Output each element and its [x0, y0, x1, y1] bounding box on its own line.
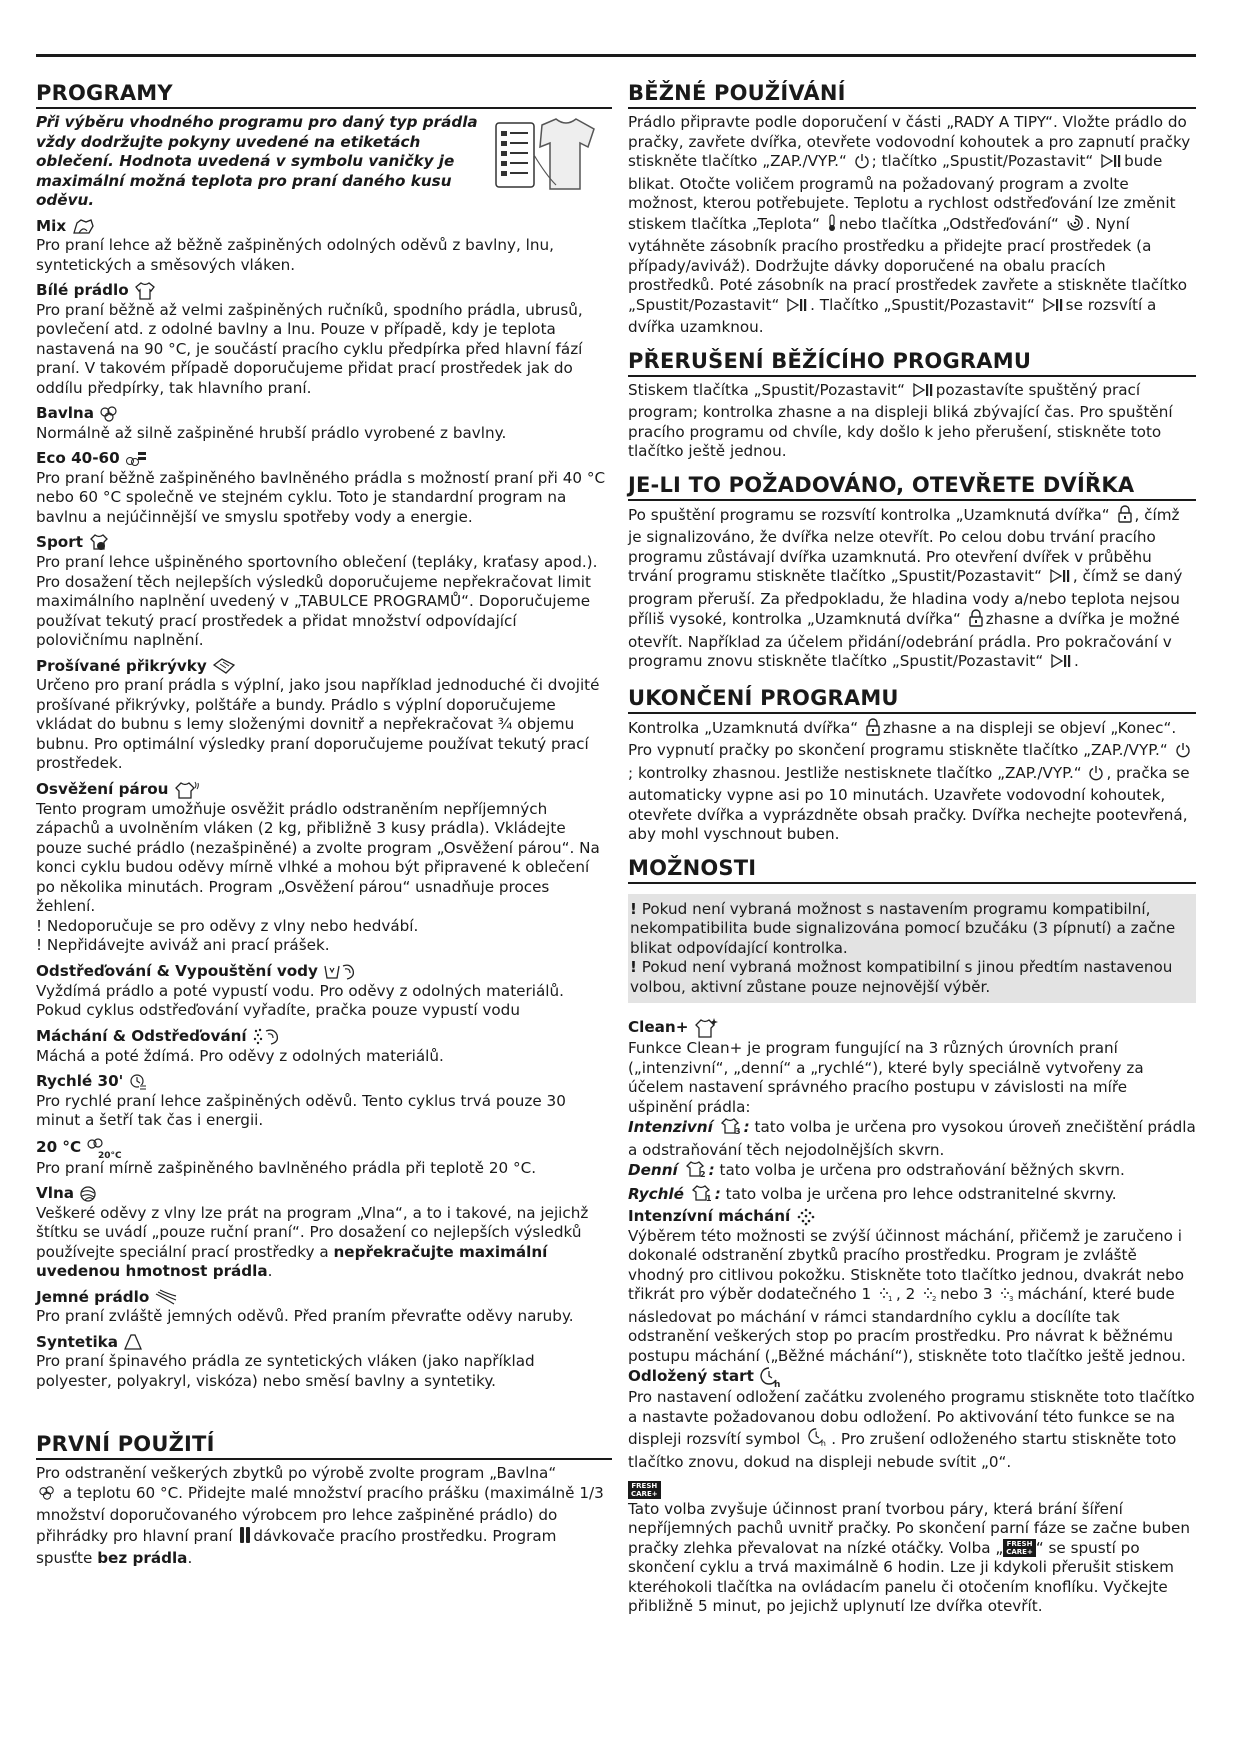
clean-daily-icon: [685, 1160, 707, 1184]
fresh-care-icon: FRESH CARE+: [1003, 1539, 1036, 1557]
otevrete-heading: JE-LI TO POŽADOVÁNO, OTEVŘETE DVÍŘKA: [628, 472, 1196, 501]
white-shirt-icon: [134, 282, 156, 300]
ukonceni-text: Kontrolka „Uzamknutá dvířka“ zhasne a na displeji se objeví „Konec“. Pro vypnutí pračky po skončení programu stiskněte tlačítko „ZAP./VYP.“ ; kontrolky zhasnou. Jestliže nestisknete tlačítko „ZAP./VYP.“ , pračka se automaticky vypne asi po 10 minutách. Uzavřete vodovodní kohoutek, otevřete dvířka a vyprázdněte obsah pračky. Dvířka nechejte pootevřená, aby mohl vyschnout buben.: [628, 718, 1190, 843]
moznosti-note-1: ! Pokud není vybraná možnost s nastavením programu kompatibilní, nekompatibilita bude signalizována pomocí bzučáku (3 pípnutí) a začne blikat odpovídající kontrolka.: [630, 899, 1176, 957]
rinse-spin-icon: [252, 1027, 282, 1047]
power-icon: [1175, 742, 1191, 764]
clean-plus-icon: [693, 1017, 719, 1039]
option-fresh-care-title: [628, 1480, 1196, 1500]
option-clean-intenzivni: Intenzivní 3 : tato volba je určena pro vysokou úroveň znečištění prádla a odstraňování těch nejodolnějších skvrn.: [628, 1118, 1196, 1159]
spin-icon: [1066, 214, 1084, 238]
option-delay-text: Pro nastavení odložení začátku zvoleného programu stiskněte toto tlačítko a nastavte požadovanou dobu odložení. Po aktivování této funkce se na displeji rozsvítí symbol h . Pro zrušení odloženého startu stiskněte toto tlačítko znovu, dokud na displeji nebude svítit „0“.: [628, 1388, 1195, 1471]
mix-icon: [71, 217, 95, 235]
program-20c-text: Pro praní mírně zašpiněného bavlněného prádla při teplotě 20 °C.: [36, 1158, 537, 1177]
program-sport-title: Sport: [36, 533, 612, 553]
program-synthetics-text: Pro praní špinavého prádla ze syntetických vláken (jako například polyester, polyakryl, viskóza) nebo směsí bavlny a syntetiky.: [36, 1352, 535, 1390]
program-quick-text: Pro rychlé praní lehce zašpiněných oděvů. Tento cyklus trvá pouze 30 minut a šetří tak čas i energii.: [36, 1091, 566, 1129]
program-eco-text: Pro praní běžně zašpiněného bavlněného prádla s možností praní při 40 °C nebo 60 °C společně ve stejném cyklu. Toto je standardní program na bavlnu a nejúčinnější ve smyslu spotřeby vody a energie.: [36, 468, 606, 526]
program-steam-note-1: ! Nedoporučuje se pro oděvy z vlny nebo hedvábí.: [36, 916, 419, 935]
eco-40-60-icon: [125, 450, 147, 468]
door-lock-icon: [1117, 505, 1133, 529]
right-column: [628, 80, 1196, 1617]
power-icon: [1088, 765, 1104, 787]
rinse-3-icon: [999, 1286, 1015, 1308]
main-wash-compartment-icon: [239, 1526, 251, 1550]
option-delay-title: Odložený start h: [628, 1366, 1196, 1388]
door-lock-icon: [968, 609, 984, 633]
spin-drain-icon: [323, 962, 357, 982]
otevrete-text: Po spuštění programu se rozsvítí kontrolka „Uzamknutá dvířka“ , čímž je signalizováno, že dvířka nelze otevřít. Po celou dobu trvání pracího programu zůstávají dvířka uzamknutá. Pro otevření dvířek v průběhu trvání programu stiskněte tlačítko „Spustit/Pozastavit“ , čímž se daný program přeruší. Za předpokladu, že hladina vody a/nebo teplota nejsou příliš vysoké, kontrolka „Uzamknutá dvířka“ zhasne a dvířka je možné otevřít. Například za účelem přidání/odebrání prádla. Pro pokračování v programu znovu stiskněte tlačítko „Spustit/Pozastavit“ .: [628, 505, 1196, 675]
quick-30-icon: [128, 1073, 148, 1091]
program-rinse-text: Máchá a poté ždímá. Pro oděvy z odolných materiálů.: [36, 1046, 444, 1065]
program-steam-title: Osvěžení párou: [36, 780, 612, 800]
preruseni-heading: PŘERUŠENÍ BĚŽÍCÍHO PROGRAMU: [628, 348, 1196, 377]
program-wool-text: Veškeré oděvy z vlny lze prát na program „Vlna“, a to i takové, na jejichž štítku se uvádí „pouze ruční praní“. Pro dosažení co nejlepších výsledků používejte speciální prací prostředky a nepřekračujte maximální uvedenou hmotnost prádla.: [36, 1203, 589, 1280]
option-clean-text: Funkce Clean+ je program fungující na 3 různých úrovních praní („intenzivní“, „denní“ a „rychlé“), které byly speciálně vytvořeny za účelem nastavení správného pracího postupu v závislosti na míře ušpinění prádla:: [628, 1039, 1144, 1116]
clean-quick-icon: [691, 1184, 713, 1208]
program-duvet-title: Prošívané přikrývky: [36, 657, 612, 677]
clean-intensive-icon: [720, 1117, 742, 1141]
program-duvet-text: Určeno pro praní prádla s výplní, jako jsou například jednoduché či dvojité prošívané přikrývky, polštáře a bundy. Prádlo s výplní doporučujeme vkládat do bubnu s lemy složenými dovnitř a nepřekračovat ¾ objemu bubnu. Pro optimální výsledky praní doporučujeme používat tekutý prací prostředek.: [36, 676, 600, 772]
rinse-1-icon: [878, 1286, 894, 1308]
wool-icon: [79, 1185, 97, 1203]
prvni-heading: PRVNÍ POUŽITÍ: [36, 1431, 612, 1460]
program-mix-title: Mix: [36, 217, 612, 237]
door-lock-icon: [865, 718, 881, 742]
programy-intro-text: Při výběru vhodného programu pro daný typ prádla vždy dodržujte pokyny uvedené na etiketách oblečení. Hodnota uvedená v symbolu vaničky je maximální možná teplota pro praní daného kusu oděvu.: [36, 113, 478, 209]
program-wool-title: Vlna: [36, 1184, 612, 1204]
svg-text:3: 3: [734, 1127, 741, 1136]
moznosti-heading: MOŽNOSTI: [628, 855, 1196, 884]
bezne-text: Prádlo připravte podle doporučení v části „RADY A TIPY“. Vložte prádlo do pračky, zavřete dvířka, otevřete vodovodní kohoutek a pro zapnutí pračky stiskněte tlačítko „ZAP./VYP.“ ; tlačítko „Spustit/Pozastavit“ bude blikat. Otočte voličem programů na požadovaný program a zvolte možnost, kterou potřebujete. Teplotu a rychlost odstřeďování lze změnit stiskem tlačítka „Teplota“ nebo tlačítka „Odstřeďování“ . Nyní vytáhněte zásobník pracího prostředku a přidejte prací prostředek (a případy/aviváž). Dodržujte dávky doporučené na obalu pracích prostředků. Poté zásobník na prací prostředek zavřete a stiskněte tlačítko „Spustit/Pozastavit“ . Tlačítko „Spustit/Pozastavit“ se rozsvítí a dvířka uzamknou.: [628, 113, 1191, 336]
option-clean-title: Clean+: [628, 1017, 1196, 1039]
prvni-text: Pro odstranění veškerých zbytků po výrobě zvolte program „Bavlna“ a teplotu 60 °C. Přidejte malé množství pracího prášku (maximálně 1/3 množství doporučovaného výrobcem pro lehce zašpiněné prádlo) do přihrádky pro hlavní praní dávkovače pracího prostředku. Program spusťte bez prádla.: [36, 1464, 604, 1567]
program-delicates-text: Pro praní zvláště jemných oděvů. Před praním převraťte oděvy naruby.: [36, 1307, 574, 1325]
start-pause-icon: [1100, 153, 1122, 175]
intensive-rinse-icon: [795, 1208, 817, 1226]
program-cotton-title: Bavlna: [36, 404, 612, 424]
preruseni-text: Stiskem tlačítka „Spustit/Pozastavit“ pozastavíte spuštěný prací program; kontrolka zhasne a na displeji bliká zbývající čas. Pro spuštění pracího programu od chvíle, kdy došlo k jeho přerušení, stiskněte toto tlačítko ještě jednou.: [628, 380, 1173, 460]
program-synthetics-title: Syntetika: [36, 1333, 612, 1353]
temperature-icon: [827, 214, 837, 238]
bezne-heading: BĚŽNÉ POUŽÍVÁNÍ: [628, 80, 1196, 109]
program-20c-title: 20 °C 20°C: [36, 1137, 122, 1161]
program-eco-title: Eco 40-60: [36, 449, 612, 469]
start-pause-icon: [1050, 653, 1072, 675]
svg-text:2: 2: [699, 1170, 706, 1179]
fresh-care-icon: FRESH CARE+: [628, 1481, 661, 1499]
rinse-2-icon: [922, 1286, 938, 1308]
program-white-title: Bílé prádlo: [36, 281, 612, 301]
option-clean-denni: Denní 2 : tato volba je určena pro odstraňování běžných skvrn.: [628, 1160, 1196, 1184]
svg-text:3: 3: [1009, 1295, 1014, 1303]
program-steam-text: Tento program umožňuje osvěžit prádlo odstraněním nepříjemných zápachů a uvolněním vláken (2 kg, přibližně 3 kusy prádla). Vkládejte pouze suché prádlo (nezašpiněné) a zvolte program „Osvěžení párou“. Na konci cyklu budou oděvy mírně vlhké a mohou být připravené k oblečení po několika minutách. Program „Osvěžení párou“ usnadňuje proces žehlení.: [36, 799, 600, 915]
20c-icon: [86, 1137, 122, 1161]
option-fresh-care-text: Tato volba zvyšuje účinnost praní tvorbou páry, která brání šíření nepříjemných pachů uvnitř pračky. Po skončení parní fáze se začne buben pračky zlehka převalovat na nízké otáčky. Volba „ FRESH CARE+ “ se spustí po skončení cyklu a trvá maximálně 6 hodin. Lze ji kdykoli přerušit stiskem kteréhokoli tlačítka na ovládacím panelu či otočením knoflíku. Vyčkejte přibližně 5 minut, po jejichž uplynutí lze dvířka otevřít.: [628, 1499, 1190, 1615]
programy-heading: PROGRAMY: [36, 80, 612, 109]
svg-text:h: h: [773, 1380, 781, 1390]
program-spin-title: Odstřeďování & Vypouštění vody: [36, 962, 612, 982]
start-pause-icon: [786, 297, 808, 319]
moznosti-notes: [628, 894, 1196, 1004]
program-white-text: Pro praní běžně až velmi zašpiněných ručníků, spodního prádla, ubrusů, povlečení atd. z odolné bavlny a lnu. Pouze v případě, kdy je teplota nastavená na 90 °C, je součástí pracího cyklu předpírka před hlavní fází praní. V takovém případě doporučujeme přidat prací prostředek jak do oddílu předpírky, tak hlavního praní.: [36, 300, 583, 397]
program-steam-note-2: ! Nepřidávejte aviváž ani prací prášek.: [36, 936, 330, 954]
svg-text:20°C: 20°C: [98, 1150, 122, 1161]
cotton-icon: [38, 1485, 56, 1507]
care-label-shirt-icon: [490, 115, 600, 197]
svg-text:h: h: [820, 1438, 827, 1449]
start-pause-icon: [912, 382, 934, 404]
option-clean-rychle: Rychlé 1 : tato volba je určena pro lehce odstranitelné skvrny.: [628, 1184, 1196, 1208]
power-icon: [854, 153, 870, 175]
programy-intro: [36, 113, 612, 211]
duvet-icon: [212, 657, 236, 675]
left-column: [36, 80, 612, 1569]
svg-text:1: 1: [705, 1193, 712, 1203]
option-rinse-title: Intenzívní máchání: [628, 1207, 1196, 1227]
delay-start-icon: [807, 1427, 829, 1453]
program-cotton-text: Normálně až silně zašpiněné hrubší prádlo vyrobené z bavlny.: [36, 423, 507, 442]
program-mix-text: Pro praní lehce až běžně zašpiněných odolných oděvů z bavlny, lnu, syntetických a směsových vláken.: [36, 236, 554, 274]
program-quick-title: Rychlé 30': [36, 1072, 612, 1092]
cotton-icon: [99, 405, 119, 423]
option-rinse-text: Výběrem této možnosti se zvýší účinnost máchání, přičemž je zaručeno i dokonalé odstranění zbytků pracího prostředku. Program je zvláště vhodný pro citlivou pokožku. Stiskněte toto tlačítko jednou, dvakrát nebo třikrát pro výběr dodatečného 1 1 , 2 2 nebo 3 3 máchání, které bude následovat po máchání v rámci standardního cyklu a docílíte tak odstranění veškerých stop po pracím prostředku. Pro návrat k běžnému postupu máchání („Běžné máchání“), stiskněte toto tlačítko ještě jednou.: [628, 1226, 1186, 1365]
top-rule: [36, 54, 1196, 57]
delay-start-icon: [759, 1366, 783, 1388]
program-spin-text: Vyždímá prádlo a poté vypustí vodu. Pro oděvy z odolných materiálů. Pokud cyklus odstřeďování vyřadíte, pračka pouze vypustí vodu: [36, 981, 564, 1019]
svg-text:1: 1: [887, 1295, 893, 1303]
svg-text:2: 2: [932, 1295, 937, 1303]
delicates-icon: [154, 1288, 178, 1306]
program-rinse-title: Máchání & Odstřeďování: [36, 1027, 612, 1047]
sport-icon: [88, 533, 110, 553]
start-pause-icon: [1042, 297, 1064, 319]
steam-refresh-icon: [173, 780, 199, 800]
start-pause-icon: [1049, 568, 1071, 590]
program-delicates-title: Jemné prádlo: [36, 1288, 612, 1308]
program-sport-text: Pro praní lehce ušpiněného sportovního oblečení (tepláky, kraťasy apod.). Pro dosažení těch nejlepších výsledků doporučujeme nepřekračovat limit maximálního naplnění uvedený v „TABULCE PROGRAMŮ“. Doporučujeme používat tekutý prací prostředek a přidat množství odpovídající polovičnímu naplnění.: [36, 553, 598, 649]
ukonceni-heading: UKONČENÍ PROGRAMU: [628, 685, 1196, 714]
synthetics-icon: [123, 1333, 143, 1351]
moznosti-note-2: ! Pokud není vybraná možnost kompatibilní s jinou předtím nastavenou volbou, aktivní zůstane pouze nejnovější výběr.: [630, 958, 1173, 996]
